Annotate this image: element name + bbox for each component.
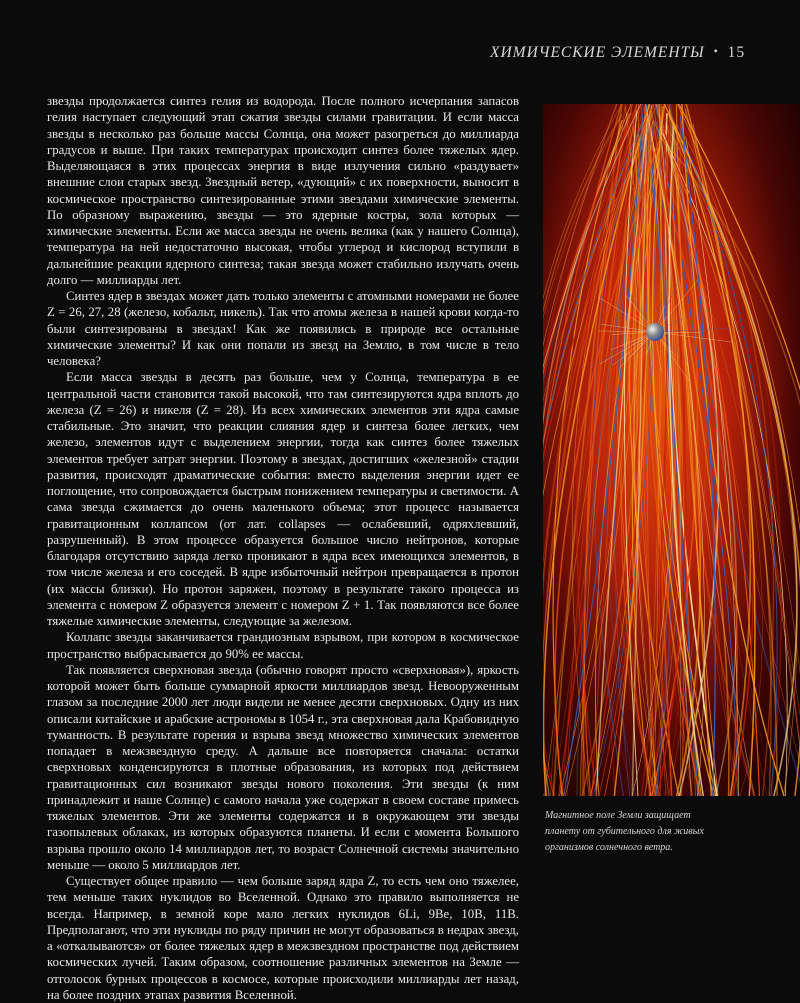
- paragraph: звезды продолжается синтез гелия из водорода. После полного исчерпания запасов гелия наступает следующий этап сжатия звезды силами гравитации. И если масса звезды в несколько раз больше массы Солнца, она может разогреться до миллиарда градусов и выше. При таких температурах происходит синтез более тяжелых ядер. Выделяющаяся в этих процессах энергия в виде излучения сильно «раздувает» внешние слои старых звезд. Звездный ветер, «дующий» с их поверхности, выносит в космическое пространство синтезированные этими звездами химические элементы. По образному выражению, звезды — это ядерные костры, зола которых — химические элементы. Если же масса звезды не очень велика (как у нашего Солнца), температура на ней недостаточно высокая, чтобы углерод и кислород вступили в дальнейшие реакции ядерного синтеза; такая звезда может стабильно излучать очень долго — миллиарды лет.: [47, 93, 519, 288]
- running-header: [490, 44, 730, 68]
- magnetic-field-illustration: [543, 104, 800, 796]
- header-separator: •: [714, 44, 719, 58]
- paragraph: Существует общее правило — чем больше заряд ядра Z, то есть чем оно тяжелее, тем меньше таких нуклидов во Вселенной. Однако это правило выполняется не всегда. Например, в земной коре мало легких нуклидов 6Li, 9Be, 10B, 11B. Предполагают, что эти нуклиды по ряду причин не могут образоваться в недрах звезд, а «откалываются» от более тяжелых ядер в межзвездном пространстве под действием космических лучей. Таким образом, соотношение различных элементов на Земле — отголосок бурных процессов в космосе, которые происходили миллиарды лет назад, на более поздних этапах развития Вселенной.: [47, 873, 519, 1003]
- solar-wind-artwork: [543, 104, 800, 796]
- section-title: ХИМИЧЕСКИЕ ЭЛЕМЕНТЫ: [490, 44, 705, 61]
- figure-caption: Магнитное поле Земли защищает планету от губительного для живых организмов солнечного ветра.: [545, 808, 715, 856]
- earth-icon: [646, 323, 664, 341]
- body-text: [47, 93, 519, 1003]
- paragraph: Синтез ядер в звездах может дать только элементы с атомными номерами не более Z = 26, 27, 28 (железо, кобальт, никель). Так что атомы железа в нашей крови когда-то были синтезированы в звездах! Как же появились в природе все остальные химические элементы? И как они попали из звезд на Землю, в том числе в тело человека?: [47, 288, 519, 369]
- page-number: 15: [728, 44, 746, 61]
- paragraph: Коллапс звезды заканчивается грандиозным взрывом, при котором в космическое пространство выбрасывается до 90% ее массы.: [47, 629, 519, 662]
- paragraph: Так появляется сверхновая звезда (обычно говорят просто «сверхновая»), яркость которой может быть больше суммарной яркости миллиардов звезд. Невооруженным глазом за последние 2000 лет люди видели не менее десяти сверхновых. Одну из них описали китайские и арабские астрономы в 1054 г., эта сверхновая дала Крабовидную туманность. В результате горения и взрыва звезд множество химических элементов попадает в межзвездную среду. А дальше все повторяется сначала: остатки сверхновых конденсируются в плотные образования, из которых под действием гравитационных сил возникают звезды нового поколения. Эти звезды (к ним принадлежит и наше Солнце) с самого начала уже содержат в своем составе примесь тяжелых элементов. Эти же элементы содержатся и в окружающем эти звезды газопылевых облаках, из которых образуются планеты. И если с момента Большого взрыва прошло около 14 миллиардов лет, то возраст Солнечной системы значительно меньше — около 5 миллиардов лет.: [47, 662, 519, 873]
- paragraph: Если масса звезды в десять раз больше, чем у Солнца, температура в ее центральной части становится такой высокой, что там синтезируются ядра вплоть до железа (Z = 26) и никеля (Z = 28). Из всех химических элементов эти ядра самые стабильные. Это значит, что реакции слияния ядер и синтеза более легких, чем железо, элементов идут с выделением энергии, тогда как синтез более тяжелых элементов требует затрат энергии. Поэтому в звездах, достигших «железной» стадии развития, происходят драматические события: вместо выделения энергии идет ее поглощение, что сопровождается быстрым понижением температуры и светимости. А сама звезда сжимается до очень маленького объема; этот процесс называется гравитационным коллапсом (от лат. collapses — ослабевший, одряхлевший, разрушенный). В этом процессе образуется большое число нейтронов, которые благодаря отсутствию заряда легко проникают в ядра всех имеющихся элементов, в том числе железа и его соседей. В ядре избыточный нейтрон превращается в протон (их массы близки). Но протон заряжен, поэтому в результате такого процесса из элемента с номером Z образуется элемент с номером Z + 1. Так появляются все более тяжелые химические элементы, следующие за железом.: [47, 369, 519, 629]
